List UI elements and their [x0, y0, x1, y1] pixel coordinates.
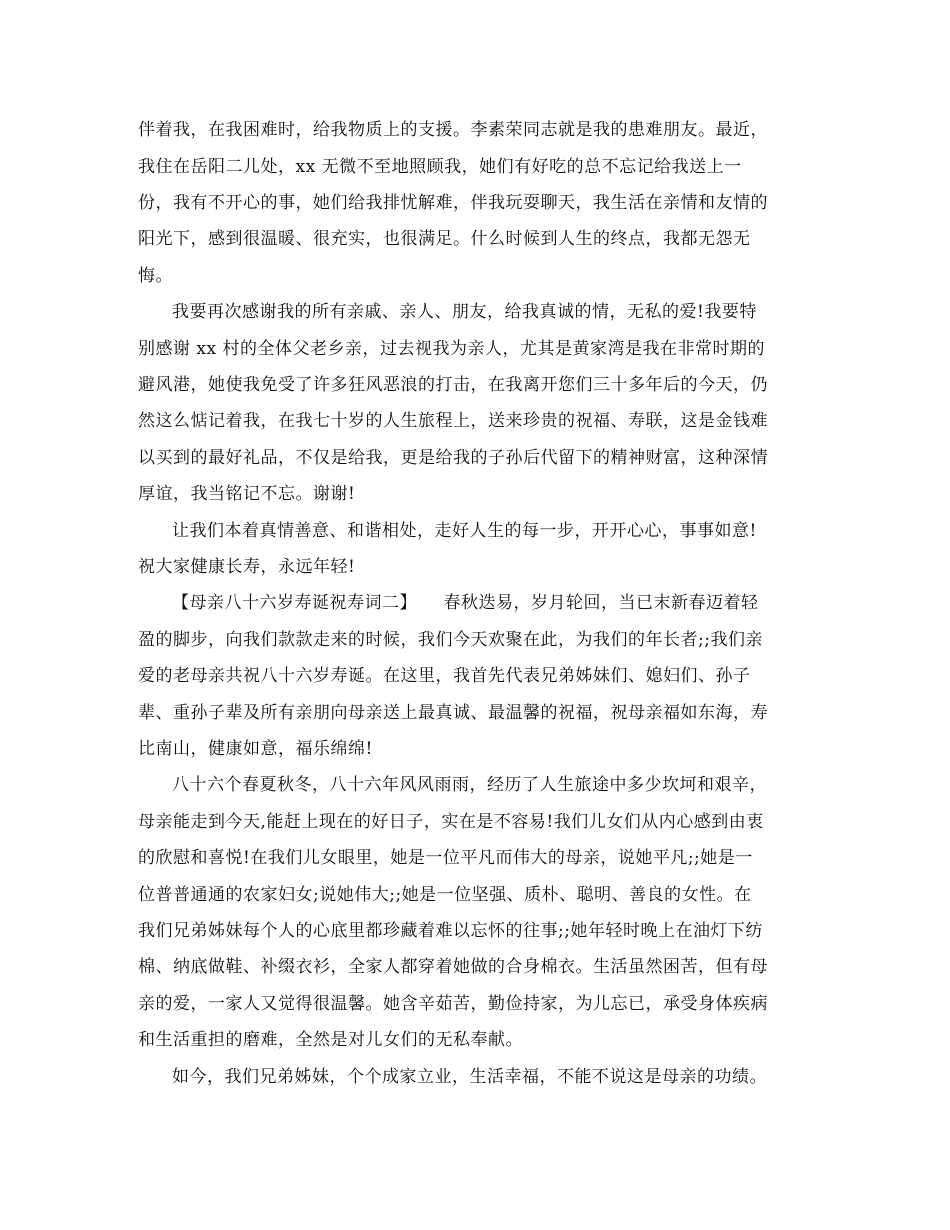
text-line: 悔。 — [138, 266, 173, 286]
text-line: 的欣慰和喜悦!在我们儿女眼里，她是一位平凡而伟大的母亲，说她平凡;;她是一 — [138, 848, 753, 868]
text-line: 亲的爱，一家人又觉得很温馨。她含辛茹苦，勤俭持家，为儿忘已，承受身体疾病 — [138, 994, 768, 1014]
text-line: 爱的老母亲共祝八十六岁寿诞。在这里，我首先代表兄弟姊妹们、媳妇们、孙子 — [138, 666, 751, 686]
text-line: 然这么惦记着我，在我七十岁的人生旅程上，送来珍贵的祝福、寿联，这是金钱难 — [138, 411, 768, 431]
text-line: 【母亲八十六岁寿诞祝寿词二】 春秋迭易，岁月轮回，当已末新春迈着轻 — [172, 593, 759, 613]
text-line: 如今，我们兄弟姊妹，个个成家立业，生活幸福，不能不说这是母亲的功绩。 — [172, 1067, 767, 1087]
text-line: 母亲能走到今天,能赶上现在的好日子，实在是不容易!我们儿女们从内心感到由衷 — [138, 812, 764, 832]
text-line: 比南山，健康如意，福乐绵绵! — [138, 739, 373, 759]
text-line: 和生活重担的磨难，全然是对儿女们的无私奉献。 — [138, 1030, 523, 1050]
text-line: 我们兄弟姊妹每个人的心底里都珍藏着难以忘怀的往事;;她年轻时晚上在油灯下纺 — [138, 921, 763, 941]
text-line: 份，我有不开心的事，她们给我排忧解难，伴我玩耍聊天，我生活在亲情和友情的 — [138, 193, 768, 213]
text-line: 避风港，她使我免受了许多狂风恶浪的打击，在我离开您们三十多年后的今天，仍 — [138, 375, 768, 395]
text-line: 我住在岳阳二儿处，xx 无微不至地照顾我，她们有好吃的总不忘记给我送上一 — [138, 157, 742, 177]
text-line: 八十六个春夏秋冬，八十六年风风雨雨，经历了人生旅途中多少坎坷和艰辛， — [172, 775, 767, 795]
text-line: 阳光下，感到很温暖、很充实，也很满足。什么时候到人生的终点，我都无怨无 — [138, 229, 751, 249]
text-line: 伴着我，在我困难时，给我物质上的支援。李素荣同志就是我的患难朋友。最近， — [138, 120, 768, 140]
text-line: 别感谢 xx 村的全体父老乡亲，过去视我为亲人，尤其是黄家湾是我在非常时期的 — [138, 339, 765, 359]
text-line: 以买到的最好礼品，不仅是给我，更是给我的子孙后代留下的精神财富，这种深情 — [138, 448, 768, 468]
text-line: 辈、重孙子辈及所有亲朋向母亲送上最真诚、最温馨的祝福，祝母亲福如东海，寿 — [138, 703, 768, 723]
text-line: 位普普通通的农家妇女;说她伟大;;她是一位坚强、质朴、聪明、善良的女性。在 — [138, 885, 752, 905]
text-line: 我要再次感谢我的所有亲戚、亲人、朋友，给我真诚的情，无私的爱!我要特 — [172, 302, 757, 322]
text-line: 厚谊，我当铭记不忘。谢谢! — [138, 484, 356, 504]
text-line: 盈的脚步，向我们款款走来的时候，我们今天欢聚在此，为我们的年长者;;我们亲 — [138, 630, 763, 650]
text-line: 棉、纳底做鞋、补缀衣衫，全家人都穿着她做的合身棉衣。生活虽然困苦，但有母 — [138, 957, 768, 977]
text-line: 祝大家健康长寿，永远年轻! — [138, 557, 356, 577]
text-line: 让我们本着真情善意、和谐相处，走好人生的每一步，开开心心，事事如意! — [172, 521, 757, 541]
